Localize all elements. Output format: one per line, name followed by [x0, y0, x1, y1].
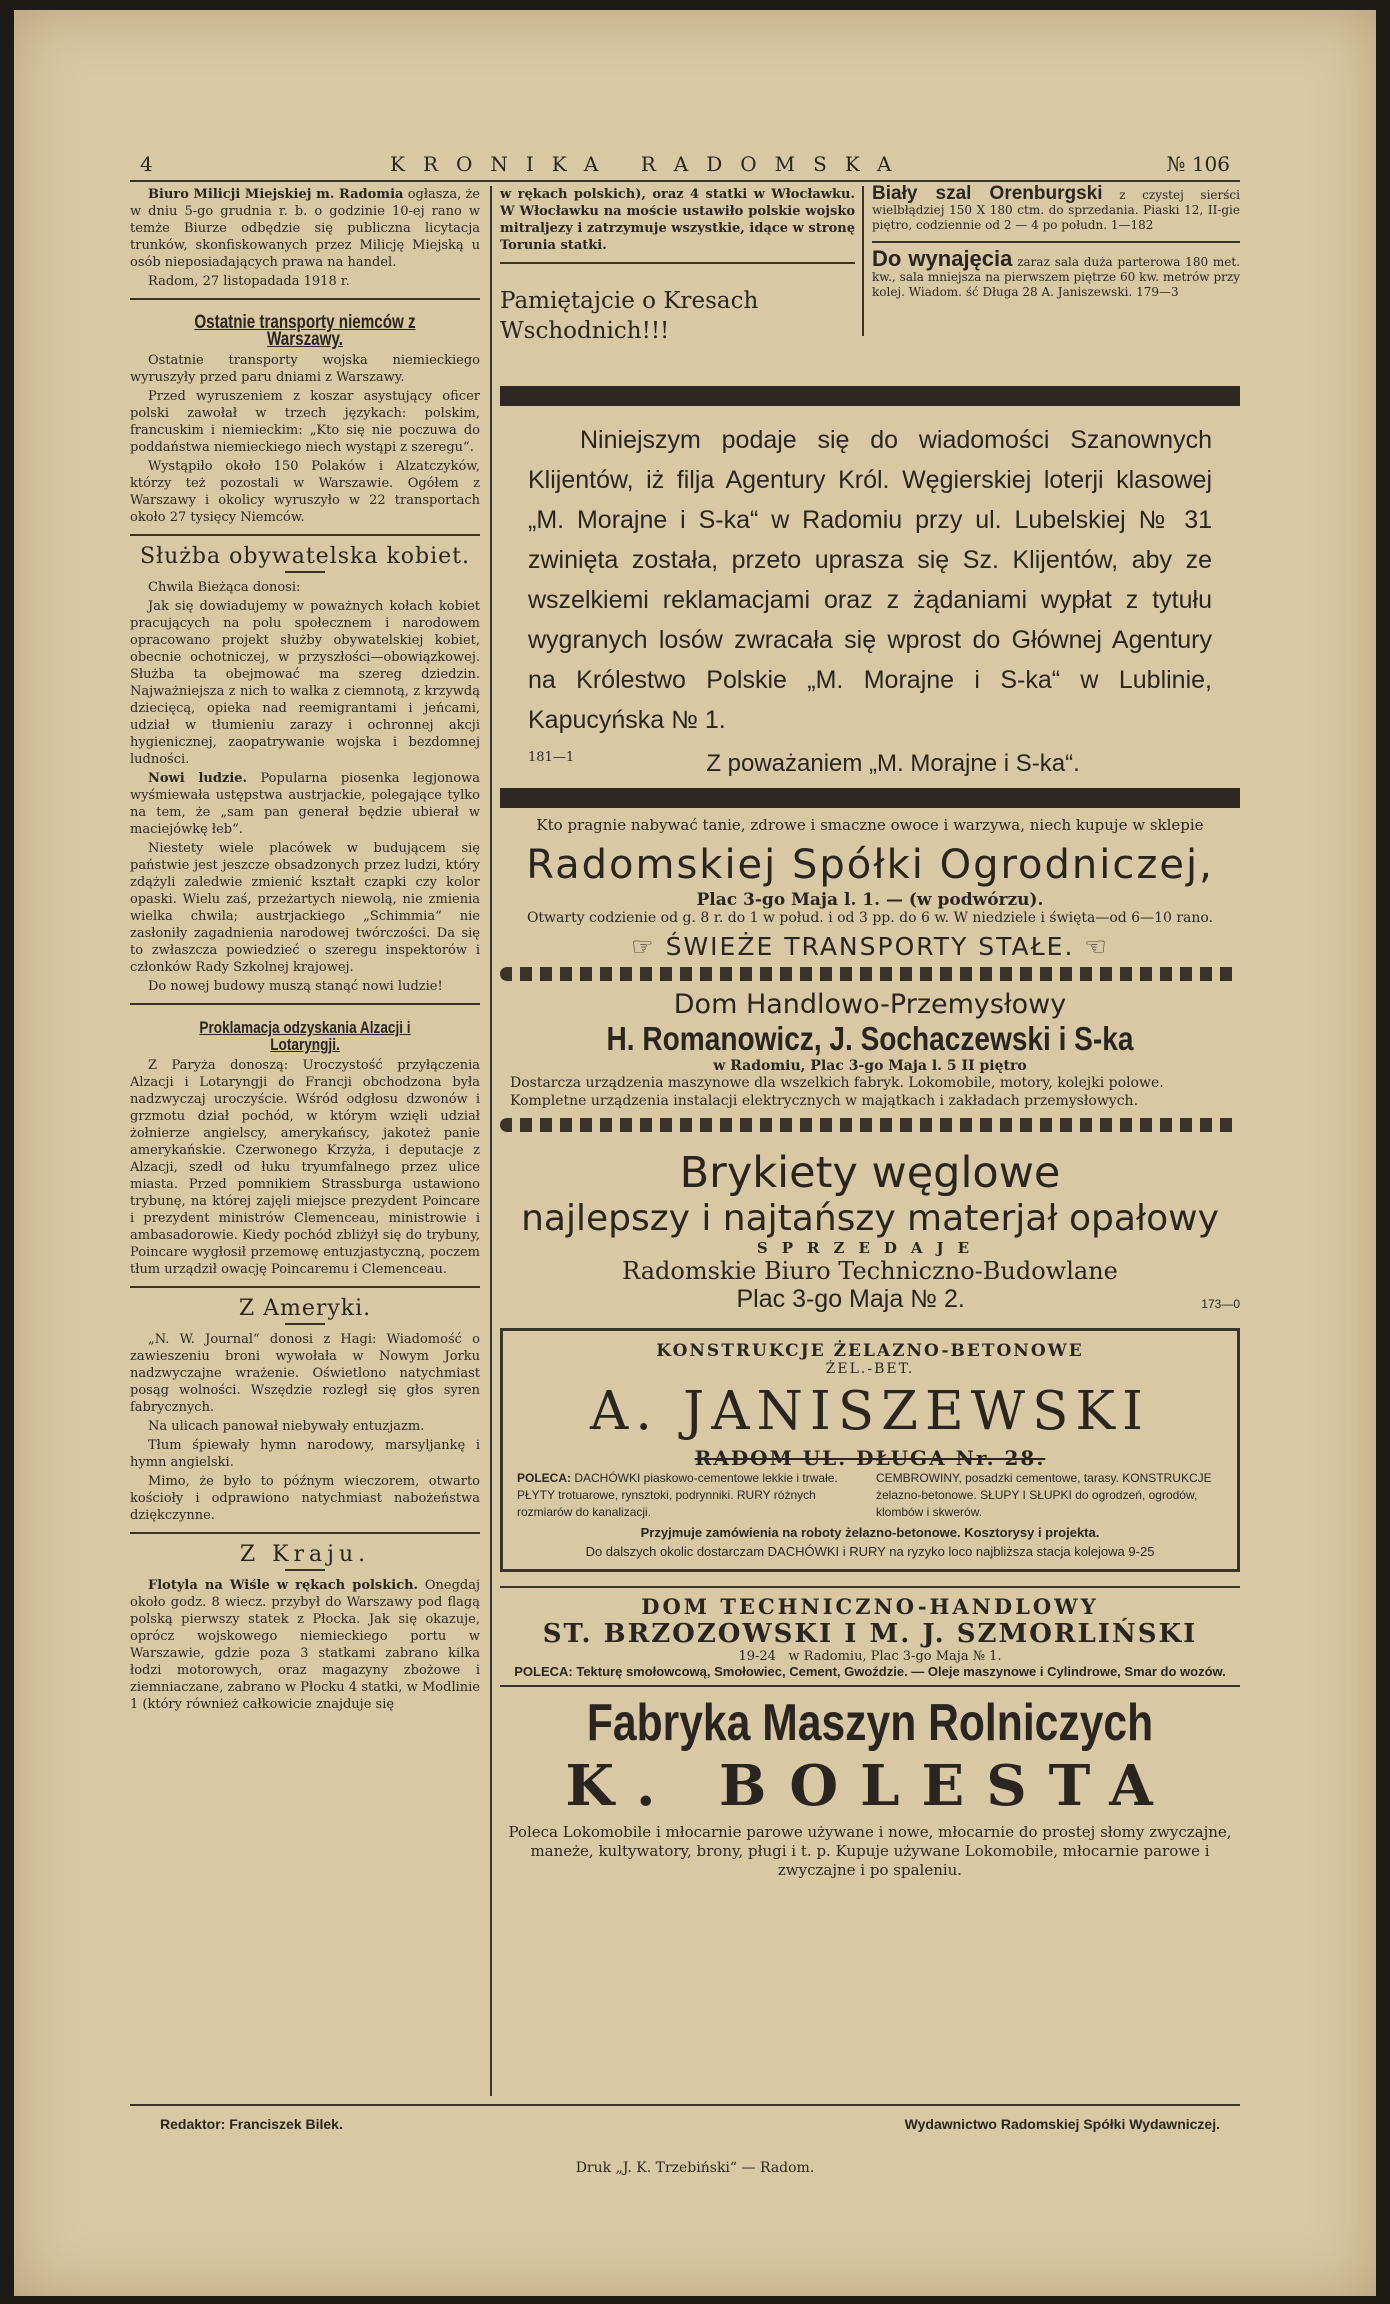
page-number: 4: [140, 152, 153, 176]
jan-right: CEMBROWINY, posadzki cementowe, tarasy. KONSTRUKCJE żelazno-betonowe. SŁUPY I SŁUPKI do ogrodzeń, ogrodów, klombów i skwerów.: [876, 1471, 1212, 1519]
jan-name: A. JANISZEWSKI: [590, 1381, 1150, 1442]
transporty-p3: Wystąpiło około 150 Polaków i Alzatczyków, którzy też pozostali w Warszawie. Ogółem z Warszawy i okolicy wyruszyło w 22 transportach około 27 tysięcy Niemców.: [130, 459, 480, 525]
continuation-box: [500, 186, 855, 346]
sluzba-heading: Służba obywatelska kobiet.: [139, 544, 471, 569]
szal-ad: [872, 183, 1240, 233]
jan-konstrukcje: KONSTRUKCJE ŻELAZNO-BETONOWE: [656, 1341, 1084, 1361]
section-divider: [130, 1003, 480, 1005]
editor: Redaktor: Franciszek Bilek.: [160, 2116, 343, 2132]
issue-number: № 106: [1166, 152, 1230, 176]
ameryki-heading: Z Ameryki.: [238, 1296, 372, 1321]
heading-rule: [285, 1323, 325, 1325]
pointing-hand-icon: ☜: [1074, 932, 1109, 961]
jan-foot2: [517, 1544, 1223, 1559]
fabryka-ad: [500, 1693, 1240, 1880]
jan-poleca: POLECA:: [517, 1471, 571, 1485]
wynajecia-ad: [872, 246, 1241, 300]
transporty-p1: Ostatnie transporty wojska niemieckiego wyruszyły przed paru dniami z Warszawy.: [130, 353, 480, 385]
kraju-p1-body: Onegdaj około godz. 8 wiecz. przybył do Warszawy pod flagą polską pierwszy statek z Płocka. Jak się okazuje, oprócz wojskowego niemieckiego portu w Warszawie, gdzie poza 3 statkami zabrano kilka łodzi motorowych, oraz magazyny zbożowe i ziemniaczane, zabrano w Płocku 4 statki, w Modlinie 1 (który również całkowicie znajduje się: [130, 1578, 480, 1712]
loteria-text: Niniejszym podaje się do wiadomości Szanownych Klijentów, iż filja Agentury Król. Węgierskiej loterji klasowej „M. Morajne i S-ka“ w Radomiu przy ul. Lubelskiej № 31 zwinięta została, przeto uprasza się Sz. Klijentów, aby ze wszelkiemi reklamacjami oraz z żądaniami wypłat z tytułu wygranych losów zwracała się wprost do Głównej Agentury na Królestwo Polskie „M. Morajne i S-ka“ w Lublinie, Kapucyńska № 1.: [528, 426, 1212, 734]
brykiety-biuro: Radomskie Biuro Techniczno-Budowlane: [622, 1257, 1118, 1285]
dom-line3: w Radomiu, Plac 3-go Maja l. 5 II piętro: [713, 1058, 1027, 1074]
pointing-hand-icon: ☞: [631, 932, 666, 961]
ameryki-p1: „N. W. Journal“ donosi z Hagi: Wiadomość o zawieszeniu broni wywołała w Nowym Jorku nadzwyczajne wrażenie. Oświetlono natychmiast posąg wolności. Wszędzie rozległ się głos syren fabrycznych.: [130, 1332, 480, 1415]
top-notices: [500, 183, 1241, 386]
brykiety-title: Brykiety węglowe: [679, 1148, 1061, 1198]
brykiety-address-text: Plac 3-go Maja № 2.: [736, 1285, 965, 1313]
ogrod-ad: [500, 816, 1240, 961]
section-divider: [872, 241, 1240, 243]
dom-handlowy-ad: [500, 967, 1240, 1132]
kraju-p1-lead: Flotyla na Wiśle w rękach polskich.: [148, 1578, 419, 1593]
right-column: [500, 183, 1241, 2096]
proklamacja-p1: Z Paryża donoszą: Uroczystość przyłączenia Alzacji i Lotaryngji do Francji obchodzona była nadzwyczaj uroczyście. Wśród odgłosu dzwonów i grzmotu dział pochód, w którym wzięli udział żołnierze angielscy, amerykańscy, jakoteż panie amerykańskie. Czerwonego Krzyża, i deputacje z Alzacji, szedł od łuku tryumfalnego przez ulice miasta. Przed pomnikiem Strassburga ustawiono trybunę, na której zajęli miejsce prezydent Poincare i prezydent ministrów Clemenceau, ministrowie i ambasadorowie. Kiedy pochód zbliżył się do trybuny, Poincare wygłosił przemowę entuzjastyczną, poczem tłum urządził owację Poincaremu i Clemenceau.: [130, 1058, 480, 1277]
milicja-lead: Biuro Milicji Miejskiej m. Radomia: [148, 187, 404, 202]
ogrod-hours: Otwarty codzienie od g. 8 r. do 1 w połud. i od 3 pp. do 6 w. W niedziele i święta—od 6—10 rano.: [526, 910, 1214, 926]
bro-line2: ST. BRZOZOWSKI I M. J. SZMORLIŃSKI: [542, 1619, 1198, 1649]
publisher: Wydawnictwo Radomskiej Spółki Wydawniczej.: [904, 2116, 1220, 2132]
bro-ref: 19-24: [738, 1649, 776, 1664]
black-band: [500, 788, 1240, 808]
sluzba-p3-lead: Nowi ludzie.: [148, 771, 248, 786]
header-rule: [130, 180, 1240, 182]
ogrod-swieze: [500, 932, 1240, 961]
sluzba-p5: Do nowej budowy muszą stanąć nowi ludzie!: [148, 979, 443, 994]
bro-line4: POLECA: Tekturę smołowcową, Smołowiec, Cement, Gwoździe. — Oleje maszynowe i Cylindrowe, Smar do wozów.: [514, 1664, 1226, 1679]
transporty-heading: Ostatnie transporty niemców z Warszawy.: [194, 312, 416, 350]
heading-rule: [285, 1569, 325, 1571]
section-divider: [500, 262, 855, 264]
sluzba-p1: Chwila Bieżąca donosi:: [148, 580, 301, 595]
printer: Druk „J. K. Trzebiński“ — Radom.: [575, 2160, 815, 2176]
szal-ref: 1—182: [1110, 218, 1154, 232]
ogrod-intro: Kto pragnie nabywać tanie, zdrowe i smaczne owoce i warzywa, niech kupuje w sklepie: [536, 816, 1204, 834]
ameryki-p2: Na ulicach panował niebywały entuzjazm.: [148, 1419, 425, 1434]
sluzba-p4: Niestety wiele placówek w budującem się państwie jest jeszcze obsadzonych przez ludzi, który zdążyli zaledwie zmienić kształt czapki czy kolor opaski. Wielu zaś, przeżartych niewolą, nie zmienia wielka chwila; austrjackiego „Schimmia“ nie zasłoniły zagadnienia narodowej twórczości. Da się to zwłaszcza powiedzieć o szeregu inspektorów i członków Rady Szkolnej krajowej.: [130, 841, 480, 975]
loteria-notice: [528, 420, 1212, 740]
jan-address: RADOM UL. DŁUGA Nr. 28.: [694, 1446, 1046, 1470]
masthead-title: KRONIKA RADOMSKA: [390, 152, 910, 176]
ogrod-address: Plac 3-go Maja l. 1. — (w podwórzu).: [696, 890, 1044, 910]
proklamacja-heading: Proklamacja odzyskania Alzacji i Lotaryngji.: [199, 1018, 411, 1054]
transporty-p2: Przed wyruszeniem z koszar asystujący oficer polski zawołał w trzech językach: polskim, francuskim i niemieckim: „Kto się nie poczuwa do poddaństwa niemieckiego niech wystąpi z szeregu“.: [130, 389, 480, 455]
milicja-article: [130, 186, 480, 271]
janiszewski-ad: [500, 1328, 1240, 1572]
szal-text: z czystej sierści wielbłądziej 150 X 180 ctm. do sprzedania. Piaski 12, II-gie piętro, codziennie od 2 — 4 po połudn.: [872, 188, 1240, 232]
footer-editor-line: [160, 2116, 1220, 2132]
wynajecia-text: zaraz sala duża parterowa 180 met. kw., sala mniejsza na pierwszem piętrze 60 kw. metrów przy kolej. Wiadom. ść Długa 28 A. Janiszewski.: [872, 255, 1241, 299]
chain-border-bottom: [500, 1118, 1240, 1132]
loteria-sign: Z poważaniem „M. Morajne i S-ka“.: [706, 750, 1080, 777]
section-divider: [130, 1532, 480, 1534]
section-divider: [130, 298, 480, 300]
page-header: [140, 148, 1230, 180]
classifieds-box: [872, 183, 1241, 302]
sluzba-p2: Jak się dowiadujemy w poważnych kołach kobiet pracujących na polu społecznem i narodowem opracowano projekt służby obywatelskiej kobiet, obecnie ochotniczej, w przyszłości—obowiązkowej. Służba ta obejmować ma szereg dziedzin. Najważniejsza z nich to walka z ciemnotą, z krzywdą dziecięcą, opieka nad reemigrantami i jeńcami, udział w tłumieniu zarazy i ochronnej akcji hygienicznej, zaopatrywanie wojska i bezdomnej ludności.: [130, 599, 480, 767]
sluzba-p3-body: Popularna piosenka legjonowa wyśmiewała ustępstwa austrjackie, polegające tylko na tem, że „sam pan generał będzie ubierał w maciejówkę łeb“.: [130, 771, 480, 837]
column-rule: [862, 186, 864, 336]
section-divider: [130, 534, 480, 536]
bro-address: w Radomiu, Plac 3-go Maja № 1.: [788, 1649, 1002, 1664]
brykiety-ad: [500, 1148, 1240, 1314]
milicja-date: Radom, 27 listopadada 1918 r.: [148, 274, 350, 289]
jan-offer: [517, 1470, 1223, 1521]
column-rule: [490, 186, 492, 2096]
szal-title: Biały szal Orenburgski: [872, 183, 1103, 204]
jan-zelbet: ŻEL.-BET.: [825, 1361, 915, 1377]
sluzba-p3: [130, 770, 480, 838]
wynajecia-title: Do wynajęcia: [872, 246, 1013, 271]
black-band: [500, 386, 1240, 406]
heading-rule: [285, 571, 325, 573]
wynajecia-ref: 179—3: [1136, 285, 1179, 299]
kraju-p1: [130, 1577, 480, 1713]
milicja-body: ogłasza, że w dniu 5-go grudnia r. b. o godzinie 10-ej rano w temże Biurze odbędzie się publiczna licytacja trunków, skonfiskowanych przez Milicję Miejską u osób nieposiadających prawa na handel.: [130, 187, 480, 270]
ogrod-name: Radomskiej Spółki Ogrodniczej,: [526, 842, 1214, 888]
chain-border-top: [500, 967, 1240, 981]
jan-foot1: Przyjmuje zamówienia na roboty żelazno-betonowe. Kosztorysy i projekta.: [640, 1525, 1100, 1540]
section-divider: [130, 1286, 480, 1288]
fab-name: K. BOLESTA: [565, 1753, 1175, 1819]
fab-text: Poleca Lokomobile i młocarnie parowe używane i nowe, młocarnie do prostej słomy zwyczajne, maneże, kultywatory, brony, pługi i t. p. Kupuje używane Lokomobile, młocarnie parowe i zwyczajne i po spaleniu.: [508, 1823, 1232, 1879]
jan-foot2-text: Do dalszych okolic dostarczam DACHÓWKI i RURY na ryzyko loco najbliższa stacja kolejowa: [585, 1544, 1125, 1559]
bro-line1: DOM TECHNICZNO-HANDLOWY: [641, 1594, 1099, 1619]
jan-ref: 9-25: [1128, 1544, 1155, 1559]
brykiety-address: [500, 1285, 1240, 1314]
jan-left: [517, 1470, 864, 1521]
dom-line1: Dom Handlowo-Przemysłowy: [673, 989, 1067, 1020]
bro-line3: [500, 1649, 1240, 1664]
fab-title: Fabryka Maszyn Rolniczych: [586, 1694, 1154, 1752]
brykiety-sprzedaje: SPRZEDAJE: [756, 1239, 984, 1257]
brykiety-subtitle: najlepszy i najtańszy materjał opałowy: [521, 1198, 1219, 1239]
brzozowski-ad: [500, 1586, 1240, 1687]
ogrod-swieze-text: ŚWIEŻE TRANSPORTY STAŁE.: [665, 932, 1075, 961]
continuation-text: w rękach polskich), oraz 4 statki w Włocławku. W Włocławku na moście ustawiło polskie wojsko mitraljezy i zatrzymuje wszystkie, idące w stronę Torunia statki.: [500, 187, 855, 253]
dom-line2: H. Romanowicz, J. Sochaczewski i S-ka: [606, 1020, 1134, 1057]
dom-line4: Dostarcza urządzenia maszynowe dla wszelkich fabryk. Lokomobile, motory, kolejki polowe. Kompletne urządzenia instalacji elektrycznych w majątkach i zakładach przemysłowych.: [510, 1075, 1164, 1109]
loteria-signature: [528, 750, 1212, 778]
loteria-ref: 181—1: [528, 750, 575, 765]
jan-left-text: DACHÓWKI piaskowo-cementowe lekkie i trwałe. PŁYTY trotuarowe, rynsztoki, podrynniki. RURY różnych rozmiarów do kanalizacji.: [517, 1471, 838, 1519]
kresy-appeal: Pamiętajcie o Kresach Wschodnich!!!: [500, 288, 759, 344]
footer-rule: [130, 2104, 1240, 2106]
left-column: [130, 186, 480, 2096]
brykiety-ref: 173—0: [1201, 1297, 1240, 1311]
ameryki-p4: Mimo, że było to późnym wieczorem, otwarto kościoły i odprawiono natychmiast nabożeństwa dziękczynne.: [130, 1474, 480, 1523]
ameryki-p3: Tłum śpiewały hymn narodowy, marsyljankę i hymn angielski.: [130, 1438, 480, 1470]
kraju-heading: Z Kraju.: [239, 1542, 371, 1567]
